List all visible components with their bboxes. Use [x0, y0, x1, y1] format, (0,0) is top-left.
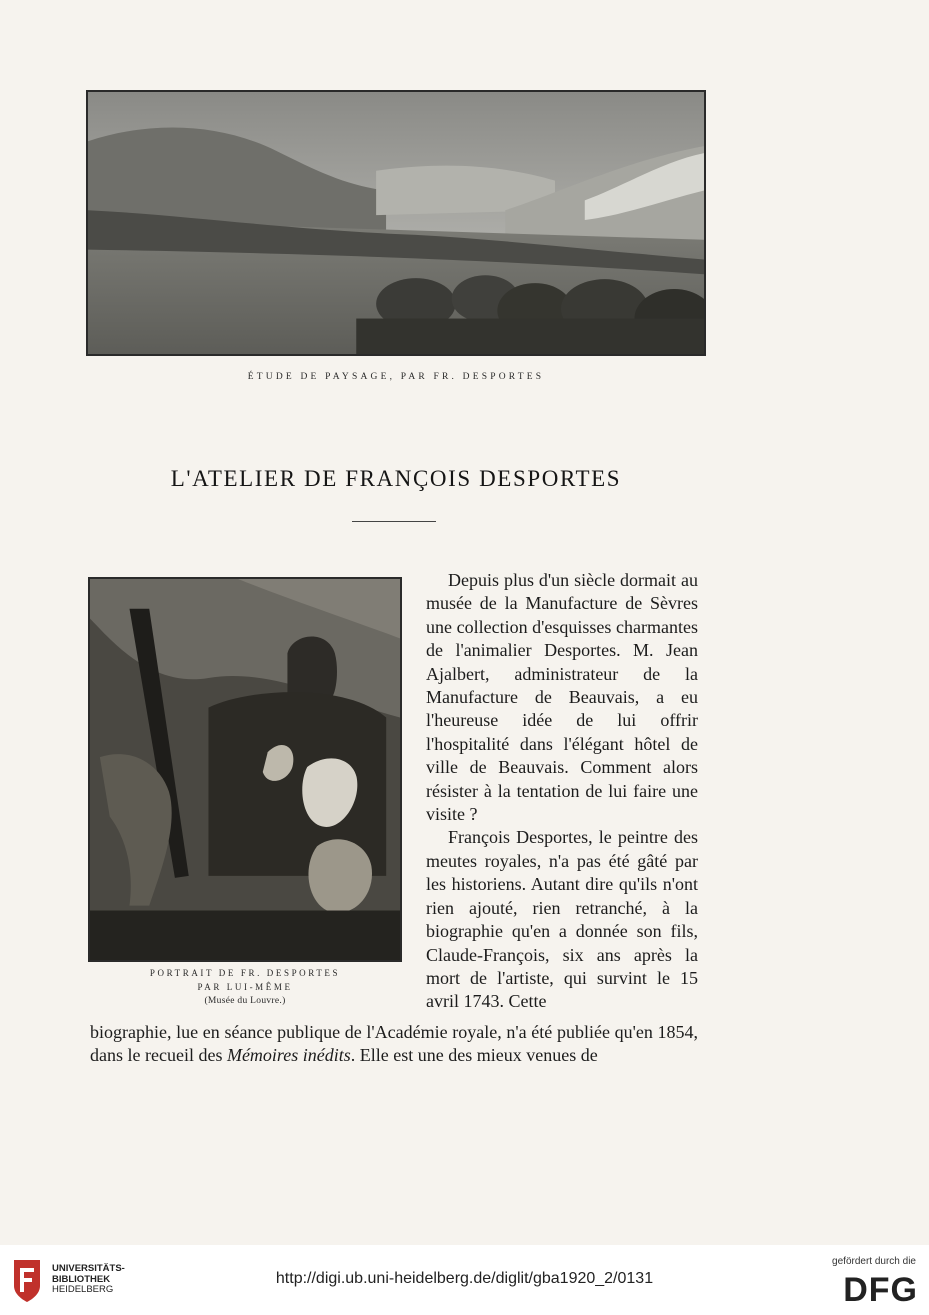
uni-name-line2: BIBLIOTHEK	[52, 1273, 111, 1285]
paragraph-2: François Desportes, le peintre des meutes royales, n'a pas été gâté par les historiens. Autant dire qu'ils n'ont rien ajouté, rien retranché, à la biographie qu'en a donnée son fils, Claude-François, six ans après la mort de l'artiste, qui survint le 15 avril 1743. Cette	[426, 827, 698, 1012]
portrait-caption-line1: PORTRAIT DE FR. DESPORTES	[149, 968, 341, 978]
article-title: L'ATELIER DE FRANÇOIS DESPORTES	[170, 466, 622, 491]
uni-name-line1: UNIVERSITÄTS-	[52, 1263, 125, 1274]
paragraph-1: Depuis plus d'un siècle dormait au musée de la Manufacture de Sèvres une collection d'esquisses charmantes de l'animalier Desportes. M. Jean Ajalbert, administrateur de la Manufacture de Beauvais, a eu l'heureuse idée de lui offrir l'hospitalité dans l'élégant hôtel de ville de Beauvais. Comment alors résister à la tentation de lui faire une visite ?	[426, 570, 698, 825]
paragraph-3-part-b: . Elle est une des mieux venues de	[350, 1045, 598, 1066]
funding-note: gefördert durch die	[832, 1256, 916, 1267]
title-rule	[352, 521, 436, 522]
portrait-plate	[88, 577, 402, 962]
landscape-plate	[86, 90, 706, 356]
portrait-caption-line2: PAR LUI-MÊME	[197, 982, 293, 992]
article-full-width-text	[90, 1021, 698, 1068]
article-column-text	[426, 569, 698, 1014]
portrait-caption	[88, 966, 402, 1008]
landscape-caption: ÉTUDE DE PAYSAGE, PAR FR. DESPORTES	[247, 372, 545, 382]
dfg-logo: DFG	[843, 1271, 918, 1309]
paragraph-3-part-a: biographie, lue en séance publique de l'Académie royale, n'a été publiée qu'en 1854, dans le recueil des	[90, 1022, 698, 1066]
uni-name-line3: HEIDELBERG	[52, 1284, 114, 1295]
portrait-caption-line3: (Musée du Louvre.)	[204, 996, 286, 1006]
paragraph-3	[90, 1021, 698, 1068]
portrait-image	[90, 579, 400, 960]
memoires-inedits-title: Mémoires inédits	[226, 1045, 351, 1066]
source-url-link[interactable]: http://digi.ub.uni-heidelberg.de/diglit/gba1920_2/0131	[275, 1270, 654, 1287]
landscape-image	[88, 92, 704, 354]
